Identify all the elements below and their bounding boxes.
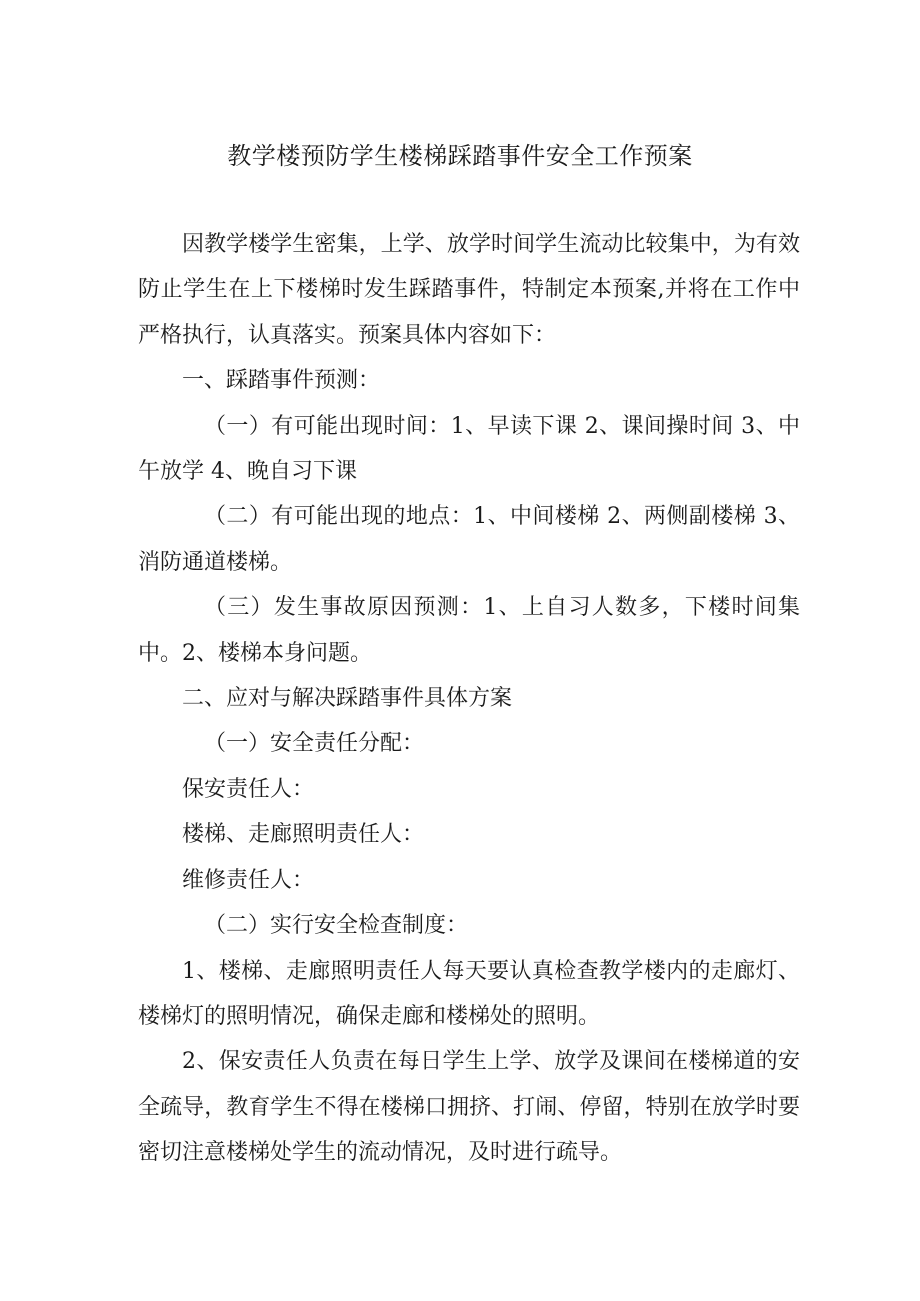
subsection-1-1: （一）有可能出现时间：1、早读下课 2、课间操时间 3、中午放学 4、晚自习下课 (138, 413, 800, 485)
section-heading-2: 二、应对与解决踩踏事件具体方案 (182, 686, 513, 712)
responsible-person-lighting: 楼梯、走廊照明责任人： (182, 822, 425, 848)
subsection-1-3: （三）发生事故原因预测：1、上自习人数多，下楼时间集中。2、楼梯本身问题。 (138, 595, 800, 666)
responsible-person-maintenance: 维修责任人： (182, 867, 315, 893)
inspection-item-1: 1、楼梯、走廊照明责任人每天要认真检查教学楼内的走廊灯、楼梯灯的照明情况，确保走廊和楼梯处的照明。 (138, 958, 800, 1029)
document-body (138, 222, 800, 1176)
responsible-person-security: 保安责任人： (182, 776, 315, 802)
subsection-2-1: （一）安全责任分配： (204, 731, 425, 757)
section-heading-1: 一、踩踏事件预测： (182, 368, 381, 394)
subsection-2-2: （二）实行安全检查制度： (204, 913, 469, 939)
document-title: 教学楼预防学生楼梯踩踏事件安全工作预案 (227, 142, 693, 170)
intro-paragraph: 因教学楼学生密集，上学、放学时间学生流动比较集中，为有效防止学生在上下楼梯时发生踩踏事件，特制定本预案,并将在工作中严格执行，认真落实。预案具体内容如下： (138, 232, 800, 348)
inspection-item-2: 2、保安责任人负责在每日学生上学、放学及课间在楼梯道的安全疏导，教育学生不得在楼梯口拥挤、打闹、停留，特别在放学时要密切注意楼梯处学生的流动情况，及时进行疏导。 (138, 1049, 800, 1166)
subsection-1-2: （二）有可能出现的地点：1、中间楼梯 2、两侧副楼梯 3、消防通道楼梯。 (138, 504, 800, 575)
